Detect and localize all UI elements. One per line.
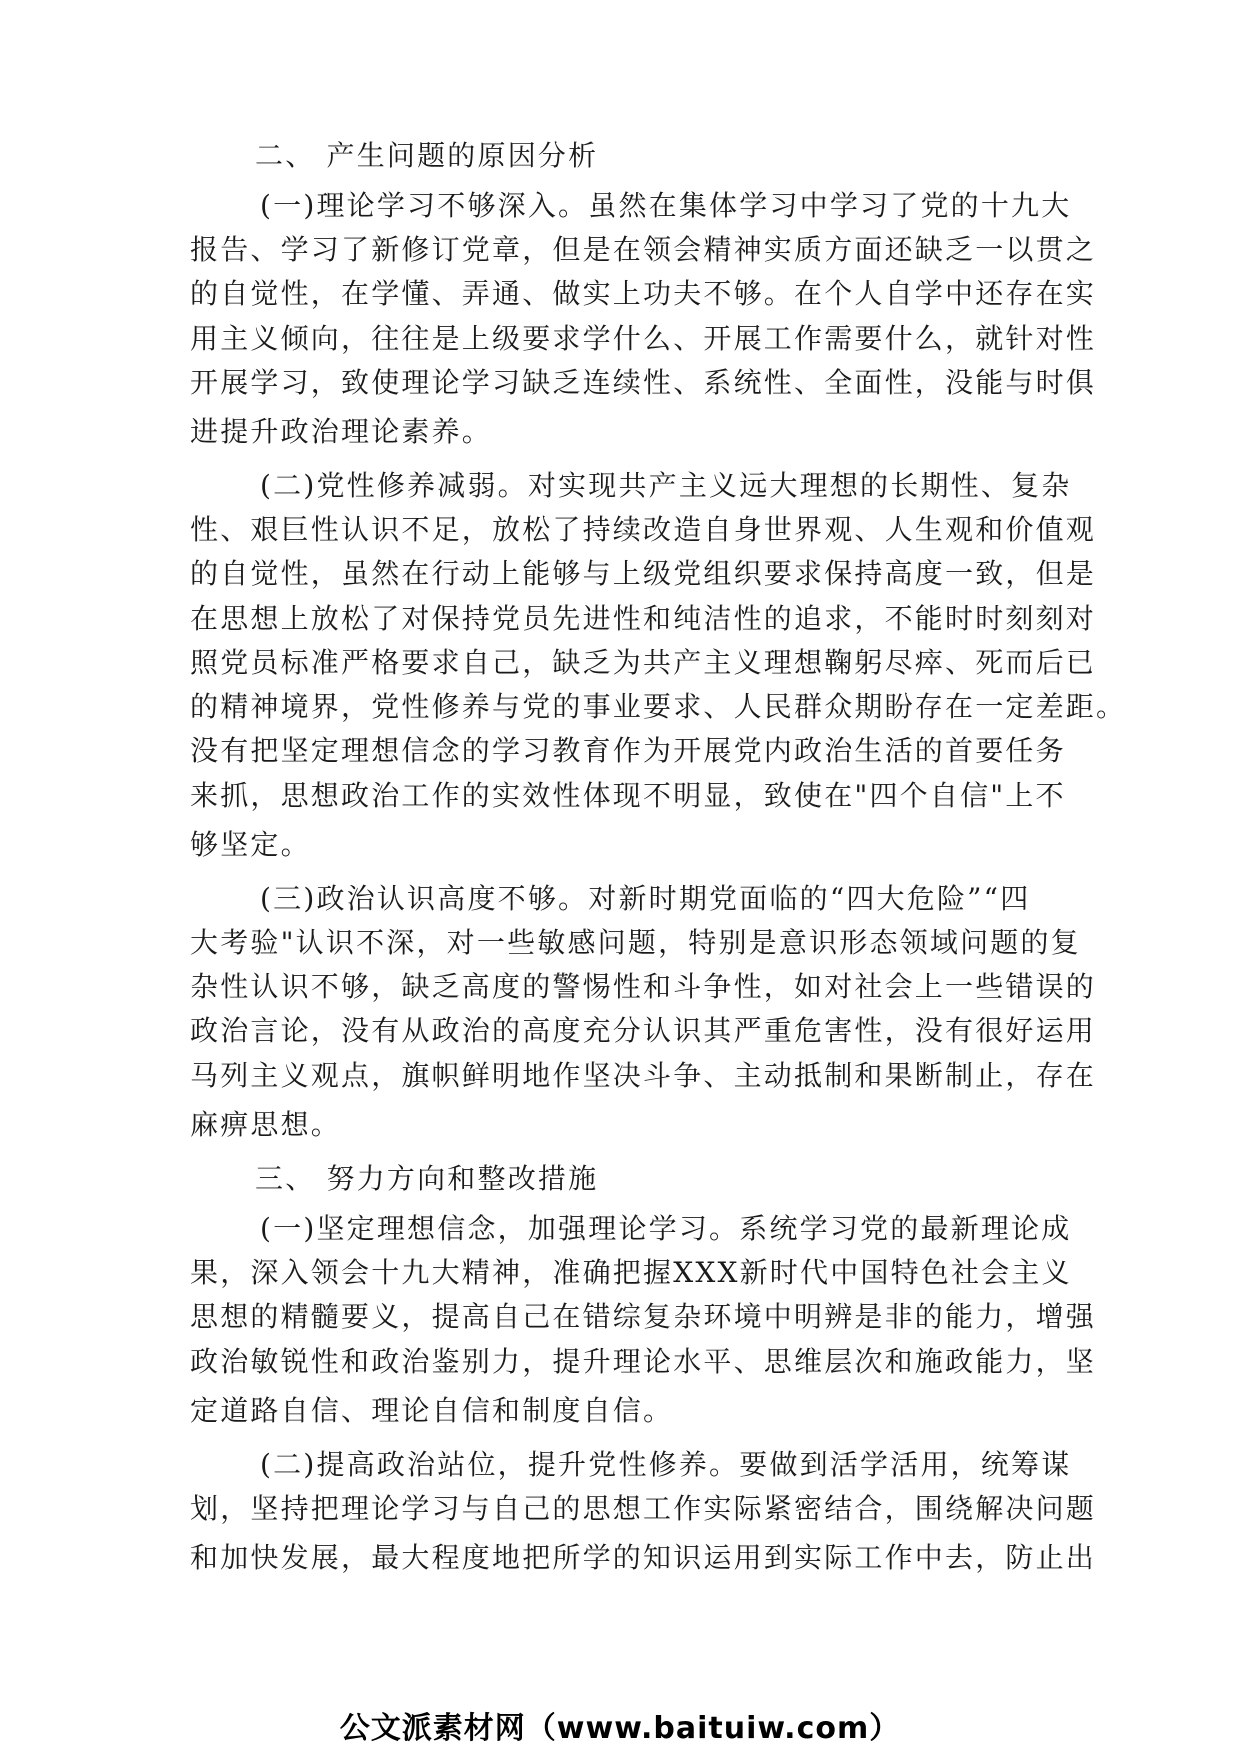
- text-line: 报告、学习了新修订党章，但是在领会精神实质方面还缺乏一以贯之: [190, 233, 1097, 266]
- text-line: 进提升政治理论素养。: [190, 415, 493, 448]
- text-line: 性、艰巨性认识不足，放松了持续改造自身世界观、人生观和价值观: [190, 513, 1097, 546]
- text-line: (二)提高政治站位，提升党性修养。要做到活学活用，统筹谋: [260, 1448, 1072, 1481]
- text-line: 的自觉性，在学懂、弄通、做实上功夫不够。在个人自学中还存在实: [190, 277, 1097, 310]
- text-line: 来抓，思想政治工作的实效性体现不明显，致使在"四个自信"上不: [190, 779, 1066, 812]
- text-line: (一)理论学习不够深入。虽然在集体学习中学习了党的十九大: [260, 189, 1072, 222]
- text-line: 和加快发展，最大程度地把所学的知识运用到实际工作中去，防止出: [190, 1541, 1097, 1574]
- text-line: (二)党性修养减弱。对实现共产主义远大理想的长期性、复杂: [260, 469, 1072, 502]
- text-line: 用主义倾向，往往是上级要求学什么、开展工作需要什么，就针对性: [190, 322, 1097, 355]
- text-line: 开展学习，致使理论学习缺乏连续性、系统性、全面性，没能与时俱: [190, 366, 1097, 399]
- text-line: 定道路自信、理论自信和制度自信。: [190, 1394, 674, 1427]
- section-heading-measures: 三、 努力方向和整改措施: [255, 1162, 599, 1195]
- text-line: 政治言论，没有从政治的高度充分认识其严重危害性，没有很好运用: [190, 1014, 1097, 1047]
- footer-watermark: 公文派素材网（www.baituiw.com）: [339, 1711, 901, 1746]
- text-line: 果，深入领会十九大精神，准确把握XXX新时代中国特色社会主义: [190, 1256, 1072, 1289]
- text-line: 杂性认识不够，缺乏高度的警惕性和斗争性，如对社会上一些错误的: [190, 970, 1097, 1003]
- text-line: 没有把坚定理想信念的学习教育作为开展党内政治生活的首要任务: [190, 734, 1066, 767]
- text-line: (一)坚定理想信念，加强理论学习。系统学习党的最新理论成: [260, 1212, 1072, 1245]
- text-line: 的精神境界，党性修养与党的事业要求、人民群众期盼存在一定差距。: [190, 690, 1127, 723]
- text-line: 思想的精髓要义，提高自己在错综复杂环境中明辨是非的能力，增强: [190, 1300, 1097, 1333]
- text-line: 政治敏锐性和政治鉴别力，提升理论水平、思维层次和施政能力，坚: [190, 1345, 1097, 1378]
- text-line: 的自觉性，虽然在行动上能够与上级党组织要求保持高度一致，但是: [190, 557, 1097, 590]
- text-line: 马列主义观点，旗帜鲜明地作坚决斗争、主动抵制和果断制止，存在: [190, 1059, 1097, 1092]
- text-line: 麻痹思想。: [190, 1108, 342, 1141]
- text-line: 照党员标准严格要求自己，缺乏为共产主义理想鞠躬尽瘁、死而后已: [190, 646, 1097, 679]
- text-line: (三)政治认识高度不够。对新时期党面临的“四大危险”“四: [260, 882, 1031, 915]
- section-heading-causes: 二、 产生问题的原因分析: [255, 139, 599, 172]
- text-line: 大考验"认识不深，对一些敏感问题，特别是意识形态领域问题的复: [190, 926, 1081, 959]
- text-line: 够坚定。: [190, 828, 311, 861]
- text-line: 在思想上放松了对保持党员先进性和纯洁性的追求，不能时时刻刻对: [190, 602, 1097, 635]
- text-line: 划，坚持把理论学习与自己的思想工作实际紧密结合，围绕解决问题: [190, 1492, 1097, 1525]
